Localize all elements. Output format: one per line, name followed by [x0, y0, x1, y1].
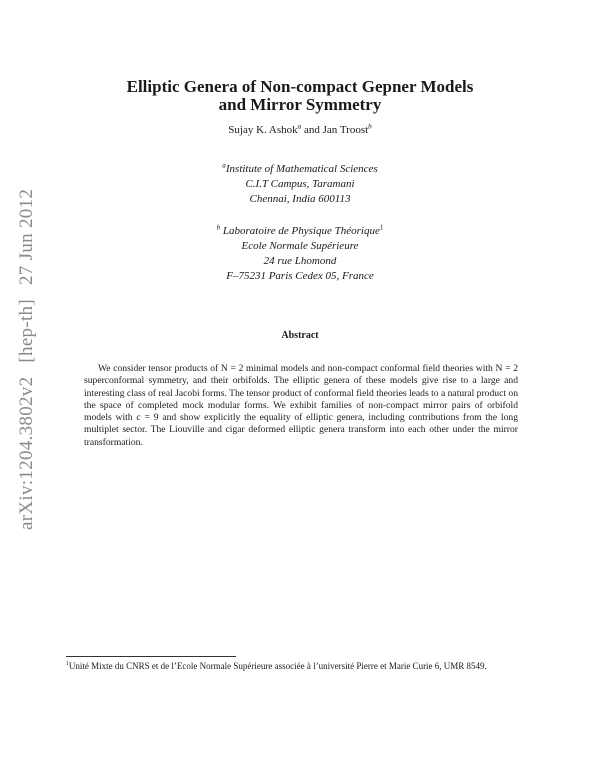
- footnote-mark: 1: [66, 661, 69, 667]
- arxiv-id: arXiv:1204.3802v2: [16, 376, 37, 530]
- author-name: Sujay K. Ashok: [228, 124, 298, 136]
- arxiv-category: [hep-th]: [16, 299, 37, 363]
- author-affiliation-mark: a: [297, 122, 302, 131]
- affiliation-line: Ecole Normale Supérieure: [241, 240, 359, 252]
- arxiv-stamp: [6, 188, 48, 530]
- arxiv-date: 27 Jun 2012: [16, 188, 37, 286]
- affiliation-mark: a: [222, 161, 226, 170]
- abstract-heading: Abstract: [281, 330, 319, 341]
- title-line-2: and Mirror Symmetry: [218, 95, 382, 114]
- abstract-body: We consider tensor products of N = 2 minimal models and non-compact conformal field theories with N = 2 superconformal symmetry, and their orbifolds. The elliptic genera of these models give rise to a large and interesting class of real Jacobi forms. The tensor product of conformal field theories leads to a natural product on the space of completed mock modular forms. We exhibit families of non-compact mirror pairs of orbifold models with c = 9 and show explicitly the equality of elliptic genera, including contributions from the long multiplet sector. The Liouville and cigar deformed elliptic genera transform into each other under the mirror transformation.: [84, 363, 518, 448]
- footnote: [66, 660, 536, 672]
- affiliation-line: Chennai, India 600113: [249, 193, 351, 205]
- affiliation-line: 24 rue Lhomond: [263, 255, 337, 267]
- affiliation-line: F–75231 Paris Cedex 05, France: [226, 270, 374, 282]
- affiliation-mark: b: [216, 223, 221, 232]
- affiliation-line: Institute of Mathematical Sciences: [225, 163, 378, 175]
- paper-title: [60, 78, 540, 114]
- footnote-rule: [66, 656, 236, 657]
- affiliation-line: C.I.T Campus, Taramani: [245, 178, 355, 190]
- author-list: [60, 124, 540, 136]
- author-affiliation-mark: b: [368, 122, 372, 131]
- affiliation-line: Laboratoire de Physique Théorique: [222, 225, 380, 237]
- author-name: Jan Troost: [322, 124, 369, 136]
- footnote-reference: 1: [379, 223, 384, 232]
- footnote-text: Unité Mixte du CNRS et de l’Ecole Normale Supérieure associée à l’université Pierre et Marie Curie 6, UMR 8549.: [68, 661, 487, 671]
- title-line-1: Elliptic Genera of Non-compact Gepner Models: [126, 77, 474, 96]
- affiliation-a: [150, 162, 450, 207]
- affiliation-b: [150, 224, 450, 284]
- author-conjunction: and: [303, 124, 320, 136]
